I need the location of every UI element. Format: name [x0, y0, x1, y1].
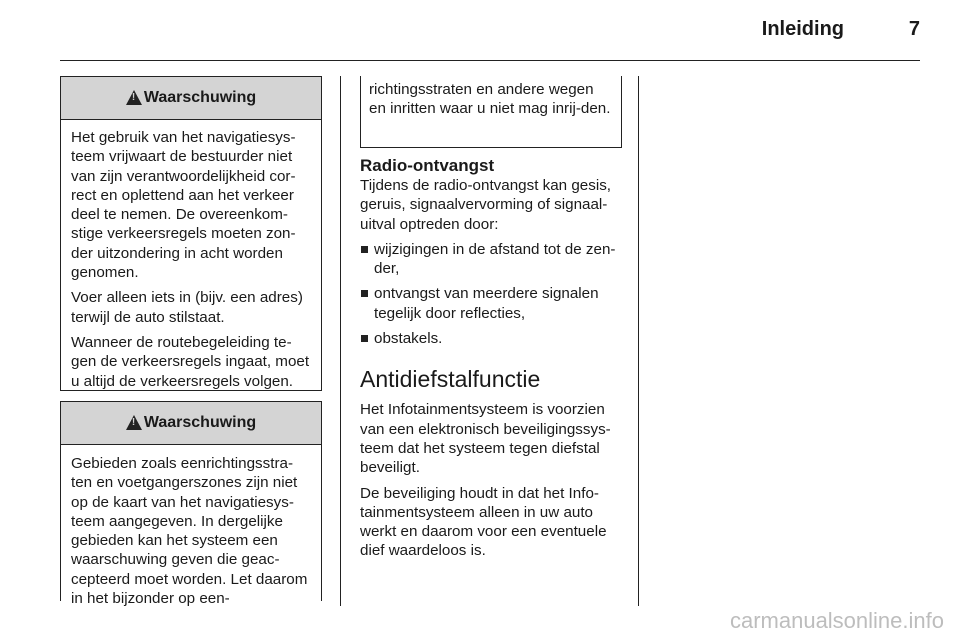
- section-heading-radio: Radio-ontvangst: [360, 156, 495, 175]
- warning-body: [61, 120, 321, 405]
- column-divider-right: [638, 76, 639, 606]
- warning-label: Waarschuwing: [143, 89, 257, 106]
- page-title: Inleiding: [761, 18, 844, 40]
- warning-triangle-icon: [126, 415, 142, 430]
- antitheft-paragraph: De beveiliging houdt in dat het Info-tainmentsysteem alleen in uw auto werkt en daarom voor een eventuele dief waardeloos is.: [360, 484, 607, 560]
- warning-box-navigation: [60, 76, 322, 391]
- column-divider-left: [340, 76, 341, 606]
- section-heading-antitheft: Antidiefstalfunctie: [360, 366, 541, 393]
- warning-body: [61, 445, 321, 622]
- header-rule: [60, 60, 920, 61]
- radio-bullet-list: [360, 240, 626, 348]
- warning-paragraph: Wanneer de routebegeleiding te-gen de verkeersregels ingaat, moet u altijd de verkeersregels volgen.: [71, 333, 310, 390]
- warning-paragraph: Het gebruik van het navigatiesys-teem vrijwaart de bestuurder niet van zijn verantwoordelijkheid cor-rect en oplettend aan het verkeer deel te nemen. De overeenkom-stige verkeersregels moeten zon-der uitzondering in acht worden genomen.: [71, 129, 296, 282]
- warning-continuation-box: [360, 76, 622, 148]
- list-item: wijzigingen in de afstand tot de zen-der,: [360, 240, 626, 279]
- warning-paragraph: Voer alleen iets in (bijv. een adres) terwijl de auto stilstaat.: [71, 289, 303, 326]
- watermark: carmanualsonline.info: [729, 608, 944, 633]
- warning-paragraph: Gebieden zoals eenrichtingsstra-ten en voetgangerszones zijn niet op de kaart van het navigatiesys-teem aangegeven. In dergelijke gebieden kan het systeem een waarschuwing geven die geac-cepteerd moet worden. Let daarom in het bijzonder op een-: [71, 455, 308, 608]
- warning-triangle-icon: [126, 90, 142, 105]
- page-number: 7: [908, 18, 920, 40]
- list-item: ontvangst van meerdere signalen tegelijk door reflecties,: [360, 284, 626, 323]
- warning-header: [61, 77, 321, 120]
- list-item: obstakels.: [360, 329, 626, 348]
- warning-header: [61, 402, 321, 445]
- radio-intro: Tijdens de radio-ontvangst kan gesis, geruis, signaalvervorming of signaal-uitval optreden door:: [360, 177, 612, 233]
- warning-box-map: [60, 401, 322, 608]
- warning-label: Waarschuwing: [143, 414, 257, 431]
- warning-continuation-text: richtingsstraten en andere wegen en inritten waar u niet mag inrij-den.: [369, 81, 611, 118]
- antitheft-paragraph: Het Infotainmentsysteem is voorzien van een elektronisch beveiligingssys-teem dat het systeem tegen diefstal beveiligt.: [360, 401, 611, 477]
- column-right-content: [360, 156, 626, 567]
